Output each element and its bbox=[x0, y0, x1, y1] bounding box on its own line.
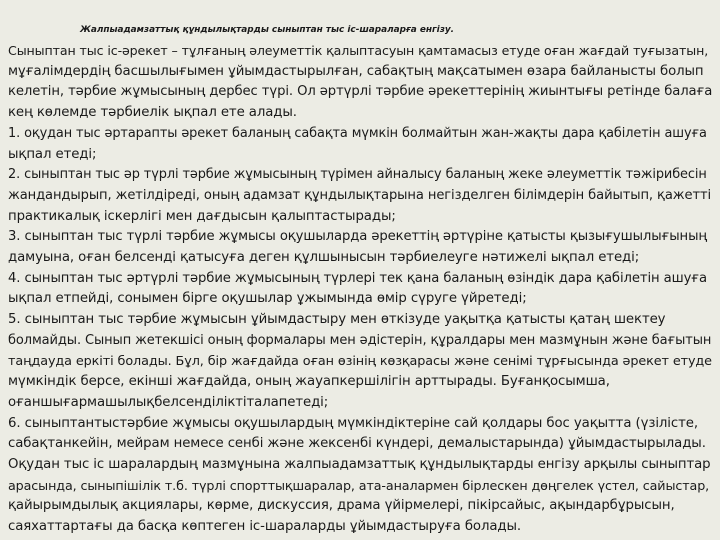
text-line: практикалық іскерлігі мен дағдысын қалыптастырады; bbox=[8, 208, 396, 224]
text-line: келетін, тәрбие жұмысының дербес түрі. Ол әртүрлі тәрбие әрекеттерінің жиынтығы ретінде балаға bbox=[8, 84, 713, 100]
list-item-6: 6. сыныптантыстәрбие жұмысы оқушылардың мүмкіндіктеріне сай қолдары бос уақытта (үзілісте, bbox=[8, 415, 698, 431]
document-body bbox=[8, 41, 712, 538]
text-line: мұғалімдердің басшылығымен ұйымдастырылған, сабақтың мақсатымен өзара байланысты болып bbox=[8, 63, 704, 79]
list-item-3: 3. сыныптан тыс түрлі тәрбие жұмысы оқушыларда әрекеттің әртүріне қатысты қызығушылығының bbox=[8, 229, 707, 245]
text-line: ықпал етеді; bbox=[8, 146, 97, 162]
text-line: арасында, сыныпішілік т.б. түрлі спорттықшаралар, ата-аналармен бірлескен дөңгелек үстел, сайыстар, bbox=[8, 477, 710, 493]
text-line: болмайды. Сынып жетекшісі оның формалары мен әдістерін, құралдары мен мазмұнын және бағытын bbox=[8, 332, 712, 348]
text-line: қайырымдылық акциялары, көрме, дискуссия, драма үйірмелері, пікірсайыс, ақындарбұрысын, bbox=[8, 498, 675, 514]
text-line: кең көлемде тәрбиелік ықпал ете алады. bbox=[8, 105, 297, 121]
text-line: Сыныптан тыс іс-әрекет – тұлғаның әлеуметтік қалыптасуын қамтамасыз етуде оған жағдай туғызатын, bbox=[8, 43, 709, 58]
text-line: сабақтанкейін, мейрам немесе сенбі және жексенбі күндері, демалыстарында) ұйымдастырылады. bbox=[8, 436, 706, 452]
text-line: мүмкіндік берсе, екінші жағдайда, оның жауапкершілігін арттырады. Буғанқосымша, bbox=[8, 374, 610, 390]
list-item-1: 1. оқудан тыс әртарапты әрекет баланың сабақта мүмкін болмайтын жан-жақты дара қабілетін ашуға bbox=[8, 125, 707, 141]
text-line: саяхаттартағы да басқа көптеген іс-шараларды ұйымдастыруға болады. bbox=[8, 519, 522, 535]
text-line: оғаншығармашылықбелсенділіктіталапетеді; bbox=[8, 394, 329, 410]
text-line: дамуына, оған белсенді қатысуға деген құлшынысын тәрбиелеуге нәтижелі ықпал етеді; bbox=[8, 250, 640, 266]
text-line: жандандырып, жетілдіреді, оның адамзат құндылықтарына негізделген білімдерін байытып, қажетті bbox=[8, 187, 712, 203]
text-line: таңдауда еркіті болады. Бұл, бір жағдайда оған өзінің көзқарасы және сенімі тұрғысында әрекет етуде bbox=[8, 353, 712, 369]
list-item-2: 2. сыныптан тыс әр түрлі тәрбие жұмысының түрімен айналысу баланың жеке әлеуметтік тәжірибесін bbox=[8, 167, 707, 183]
list-item-5: 5. сыныптан тыс тәрбие жұмысын ұйымдастыру мен өткізуде уақытқа қатысты қатаң шектеу bbox=[8, 312, 666, 328]
document-title: Жалпыадамзаттық құндылықтарды сыныптан тыс іс-шараларға енгізу. bbox=[80, 25, 455, 35]
text-line: Оқудан тыс іс шаралардың мазмұнына жалпыадамзаттық құндылықтарды енгізу арқылы сыныптар bbox=[8, 457, 711, 473]
list-item-4: 4. сыныптан тыс әртүрлі тәрбие жұмысының түрлері тек қана баланың өзіндік дара қабілетін ашуға bbox=[8, 270, 707, 286]
text-line: ықпал етпейді, сонымен бірге оқушылар ұжымында өмір сүруге үйретеді; bbox=[8, 291, 527, 307]
